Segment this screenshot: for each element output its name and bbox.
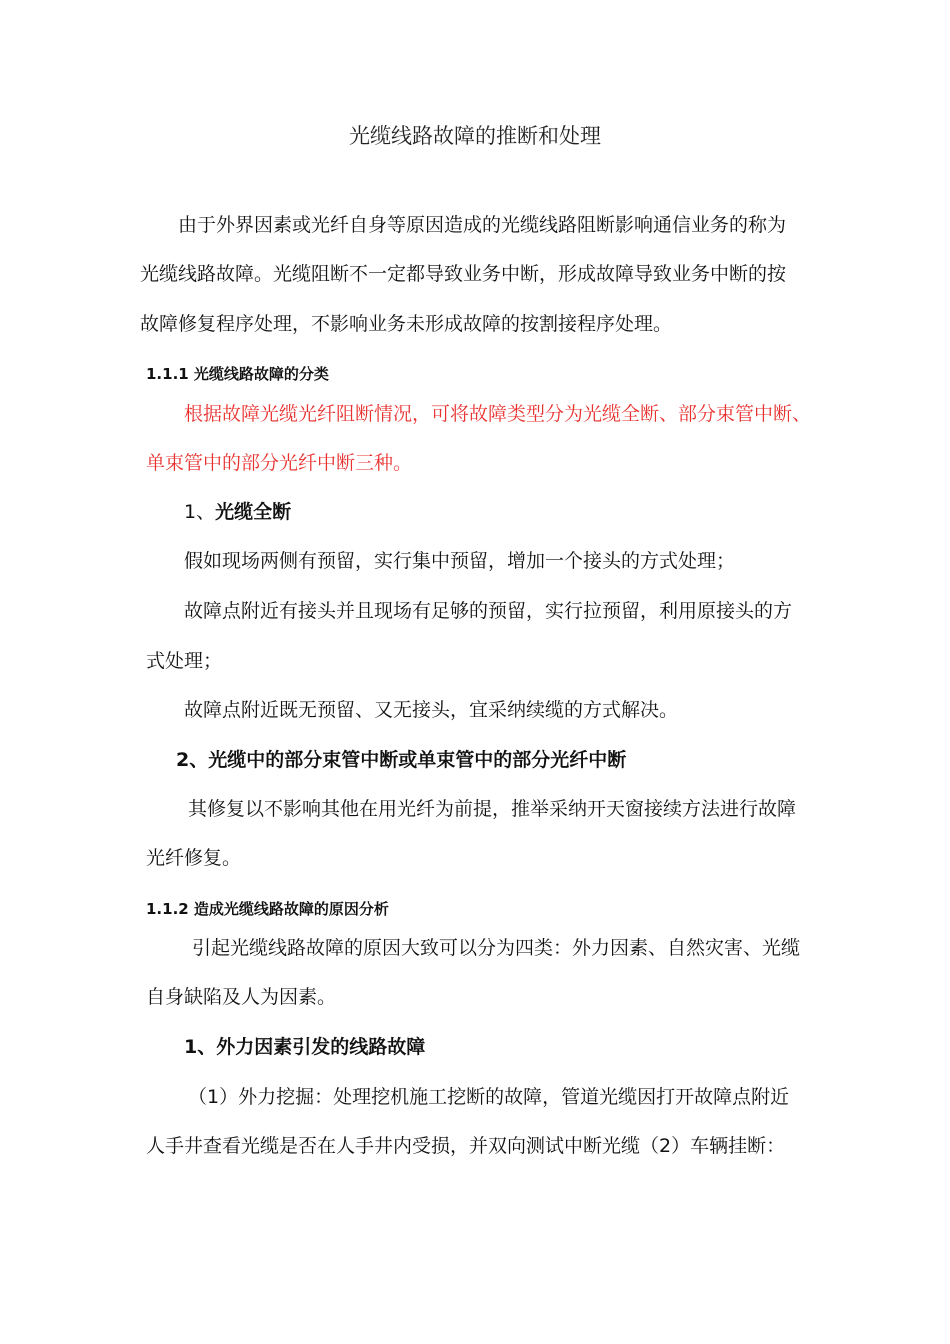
item-heading-external-force: 1、外力因素引发的线路故障 xyxy=(184,1036,426,1058)
full-break-paragraph-2-line-2: 式处理； xyxy=(146,650,223,672)
highlight-line-2: 单束管中的部分光纤中断三种。 xyxy=(146,452,413,474)
full-break-paragraph-3: 故障点附近既无预留、又无接头，宜采纳续缆的方式解决。 xyxy=(184,699,679,721)
highlight-line-1: 根据故障光缆光纤阻断情况，可将故障类型分为光缆全断、部分束管中断、 xyxy=(184,403,812,425)
document-title: 光缆线路故障的推断和处理 xyxy=(349,124,601,148)
full-break-paragraph-1: 假如现场两侧有预留，实行集中预留，增加一个接头的方式处理； xyxy=(184,550,736,572)
item-heading-full-break xyxy=(184,500,291,524)
item-number: 1、 xyxy=(184,501,216,523)
external-force-line-1: （1）外力挖掘：处理挖机施工挖断的故障，管道光缆因打开故障点附近 xyxy=(188,1086,790,1108)
partial-break-line-2: 光纤修复。 xyxy=(146,847,242,869)
intro-line-2: 光缆线路故障。光缆阻断不一定都导致业务中断，形成故障导致业务中断的按 xyxy=(140,263,787,285)
section-heading-1-1-2: 1.1.2 造成光缆线路故障的原因分析 xyxy=(146,900,389,918)
cause-line-1: 引起光缆线路故障的原因大致可以分为四类：外力因素、自然灾害、光缆 xyxy=(192,937,801,959)
item-label: 光缆全断 xyxy=(215,501,292,523)
intro-line-3: 故障修复程序处理，不影响业务未形成故障的按割接程序处理。 xyxy=(140,313,673,335)
cause-line-2: 自身缺陷及人为因素。 xyxy=(146,986,337,1008)
external-force-line-2: 人手井查看光缆是否在人手井内受损，并双向测试中断光缆（2）车辆挂断： xyxy=(146,1135,786,1157)
section-heading-1-1-1: 1.1.1 光缆线路故障的分类 xyxy=(146,365,329,383)
partial-break-line-1: 其修复以不影响其他在用光纤为前提，推举采纳开天窗接续方法进行故障 xyxy=(188,798,797,820)
intro-line-1: 由于外界因素或光纤自身等原因造成的光缆线路阻断影响通信业务的称为 xyxy=(178,214,787,236)
item-heading-partial-break: 2、光缆中的部分束管中断或单束管中的部分光纤中断 xyxy=(176,749,627,771)
full-break-paragraph-2-line-1: 故障点附近有接头并且现场有足够的预留，实行拉预留，利用原接头的方 xyxy=(184,600,793,622)
